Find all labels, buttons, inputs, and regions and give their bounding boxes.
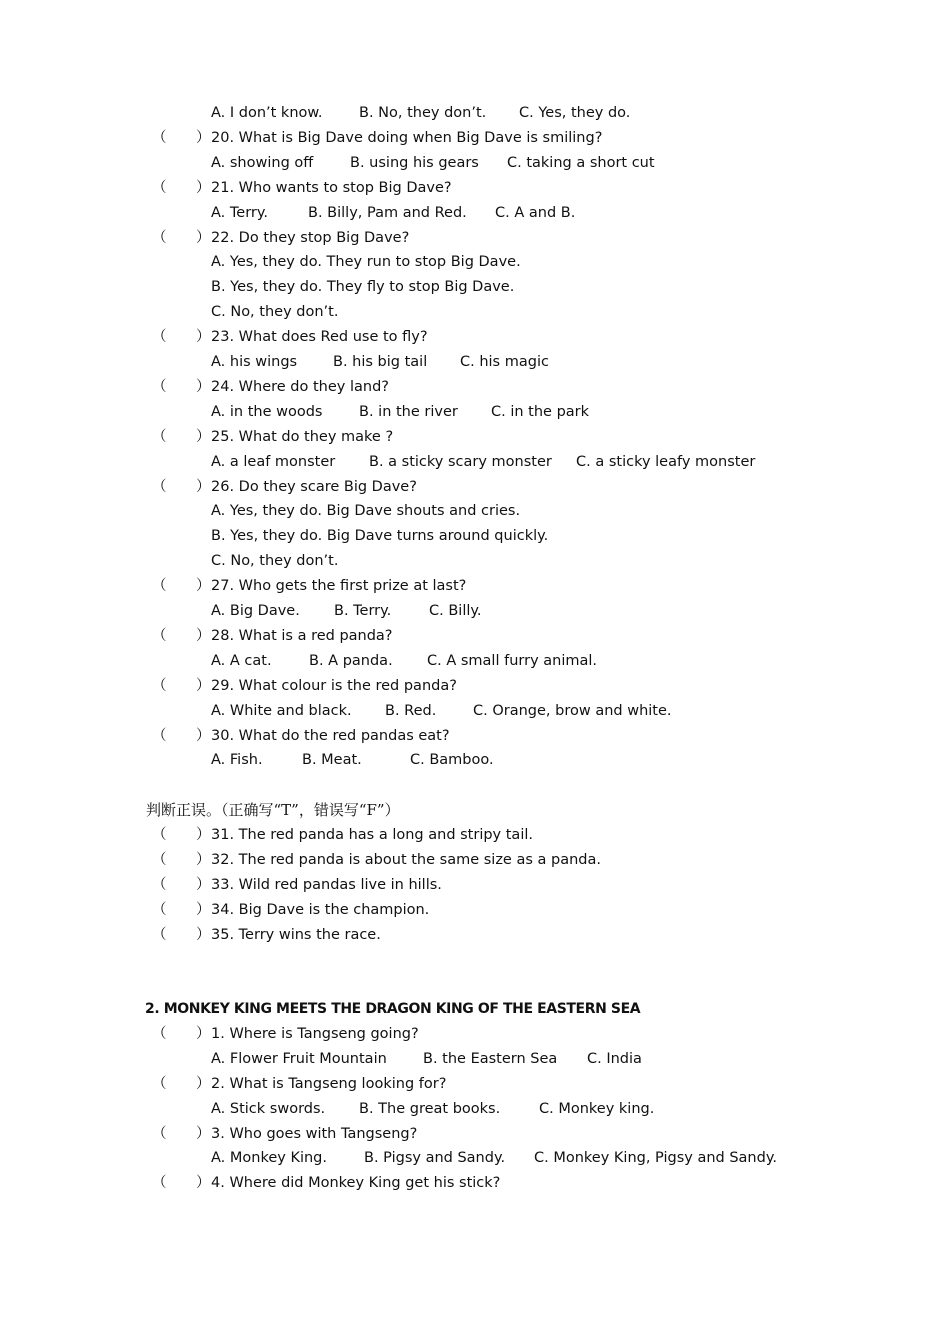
- question-text: 28. What is a red panda?: [211, 627, 393, 644]
- answer-bracket-open: （: [152, 578, 167, 595]
- answer-option: B. his big tail: [333, 354, 428, 370]
- answer-bracket-open: （: [152, 876, 167, 893]
- answer-bracket-open: （: [152, 329, 167, 346]
- question-text: 21. Who wants to stop Big Dave?: [211, 179, 452, 196]
- statement-text: 31. The red panda has a long and stripy tail.: [211, 826, 533, 843]
- answer-bracket-open: （: [152, 229, 167, 246]
- answer-bracket-close: ）: [196, 1075, 211, 1092]
- answer-option: B. a sticky scary monster: [369, 453, 552, 470]
- answer-bracket-close: ）: [196, 578, 211, 595]
- statement-text: 33. Wild red pandas live in hills.: [211, 876, 442, 893]
- answer-option: B. Terry.: [334, 603, 392, 619]
- answer-option: A. A cat.: [211, 652, 272, 669]
- answer-bracket-close: ）: [196, 378, 211, 395]
- question-text: 4. Where did Monkey King get his stick?: [211, 1175, 501, 1192]
- answer-option: A. his wings: [211, 354, 298, 370]
- answer-option: C. Orange, brow and white.: [473, 702, 672, 719]
- answer-option: C. in the park: [491, 403, 590, 420]
- answer-bracket-open: （: [152, 901, 167, 918]
- question-text: 29. What colour is the red panda?: [211, 677, 457, 694]
- answer-option: B. Yes, they do. Big Dave turns around quickly.: [211, 528, 549, 545]
- answer-bracket-close: ）: [196, 1125, 211, 1142]
- answer-bracket-open: （: [152, 1025, 167, 1042]
- answer-option: C. Yes, they do.: [519, 105, 631, 121]
- answer-bracket-open: （: [152, 1075, 167, 1092]
- answer-bracket-close: ）: [196, 129, 211, 146]
- answer-option: C. a sticky leafy monster: [576, 453, 756, 470]
- statement-text: 32. The red panda is about the same size as a panda.: [211, 851, 601, 868]
- answer-bracket-open: （: [152, 627, 167, 644]
- answer-option: A. Yes, they do. They run to stop Big Dave.: [211, 254, 521, 271]
- answer-option: C. Monkey king.: [539, 1100, 655, 1117]
- answer-bracket-open: （: [152, 179, 167, 196]
- answer-bracket-close: ）: [196, 1025, 211, 1042]
- answer-bracket-close: ）: [196, 926, 211, 943]
- answer-option: B. A panda.: [309, 652, 393, 669]
- statement-text: 34. Big Dave is the champion.: [211, 901, 430, 918]
- answer-bracket-open: （: [152, 1175, 167, 1192]
- answer-bracket-open: （: [152, 378, 167, 395]
- answer-option: A. I don’t know.: [211, 105, 323, 121]
- answer-bracket-open: （: [152, 727, 167, 744]
- answer-option: B. Pigsy and Sandy.: [364, 1150, 506, 1167]
- question-text: 22. Do they stop Big Dave?: [211, 229, 410, 246]
- answer-option: B. using his gears: [350, 154, 479, 171]
- answer-option: C. taking a short cut: [507, 154, 655, 171]
- answer-option: C. No, they don’t.: [211, 553, 339, 570]
- question-text: 25. What do they make ?: [211, 428, 394, 445]
- answer-option: A. Stick swords.: [211, 1100, 326, 1117]
- answer-option: A. Big Dave.: [211, 603, 300, 619]
- answer-bracket-close: ）: [196, 1175, 211, 1192]
- answer-option: C. Billy.: [429, 603, 482, 619]
- answer-bracket-close: ）: [196, 851, 211, 868]
- answer-option: B. in the river: [359, 403, 458, 420]
- answer-option: C. Monkey King, Pigsy and Sandy.: [534, 1150, 777, 1167]
- answer-bracket-open: （: [152, 428, 167, 445]
- question-text: 3. Who goes with Tangseng?: [211, 1125, 418, 1142]
- answer-option: A. Fish.: [211, 752, 263, 769]
- answer-option: B. the Eastern Sea: [423, 1050, 558, 1067]
- answer-bracket-close: ）: [196, 677, 211, 694]
- answer-option: A. showing off: [211, 154, 314, 171]
- answer-bracket-open: （: [152, 851, 167, 868]
- answer-option: A. White and black.: [211, 702, 352, 719]
- section-heading-monkey-king: 2. MONKEY KING MEETS THE DRAGON KING OF THE EASTERN SEA: [145, 1001, 641, 1017]
- answer-option: C. India: [587, 1050, 642, 1067]
- answer-option: A. Terry.: [211, 204, 268, 221]
- answer-option: B. Meat.: [302, 752, 362, 769]
- answer-option: C. A and B.: [495, 204, 576, 221]
- answer-bracket-open: （: [152, 926, 167, 943]
- question-text: 27. Who gets the first prize at last?: [211, 578, 467, 595]
- section-heading-true-false: 判断正误。（正确写“T”，错误写“F”）: [146, 801, 400, 819]
- statement-text: 35. Terry wins the race.: [211, 926, 381, 943]
- question-text: 26. Do they scare Big Dave?: [211, 478, 417, 495]
- question-text: 23. What does Red use to fly?: [211, 329, 428, 346]
- answer-bracket-close: ）: [196, 329, 211, 346]
- answer-bracket-open: （: [152, 826, 167, 843]
- question-text: 30. What do the red pandas eat?: [211, 727, 450, 744]
- answer-bracket-close: ）: [196, 229, 211, 246]
- question-text: 20. What is Big Dave doing when Big Dave is smiling?: [211, 129, 603, 146]
- answer-option: A. Flower Fruit Mountain: [211, 1050, 387, 1067]
- answer-option: A. Yes, they do. Big Dave shouts and cries.: [211, 503, 521, 520]
- answer-option: C. his magic: [460, 354, 549, 370]
- answer-option: A. Monkey King.: [211, 1150, 327, 1167]
- answer-bracket-close: ）: [196, 901, 211, 918]
- answer-bracket-close: ）: [196, 428, 211, 445]
- answer-bracket-open: （: [152, 677, 167, 694]
- question-text: 2. What is Tangseng looking for?: [211, 1075, 447, 1092]
- answer-bracket-close: ）: [196, 876, 211, 893]
- answer-option: B. Billy, Pam and Red.: [308, 204, 467, 221]
- answer-option: A. in the woods: [211, 403, 323, 420]
- answer-option: C. No, they don’t.: [211, 304, 339, 321]
- answer-option: C. Bamboo.: [410, 752, 494, 769]
- answer-option: B. No, they don’t.: [359, 105, 487, 121]
- question-text: 24. Where do they land?: [211, 378, 389, 395]
- answer-option: C. A small furry animal.: [427, 652, 598, 669]
- answer-option: B. Red.: [385, 702, 437, 719]
- answer-bracket-open: （: [152, 478, 167, 495]
- answer-bracket-open: （: [152, 1125, 167, 1142]
- answer-bracket-close: ）: [196, 727, 211, 744]
- answer-option: B. Yes, they do. They fly to stop Big Dave.: [211, 279, 515, 296]
- answer-bracket-close: ）: [196, 179, 211, 196]
- answer-option: A. a leaf monster: [211, 453, 336, 470]
- answer-bracket-close: ）: [196, 478, 211, 495]
- answer-bracket-close: ）: [196, 627, 211, 644]
- answer-bracket-close: ）: [196, 826, 211, 843]
- answer-option: B. The great books.: [359, 1100, 501, 1117]
- question-text: 1. Where is Tangseng going?: [211, 1025, 419, 1042]
- answer-bracket-open: （: [152, 129, 167, 146]
